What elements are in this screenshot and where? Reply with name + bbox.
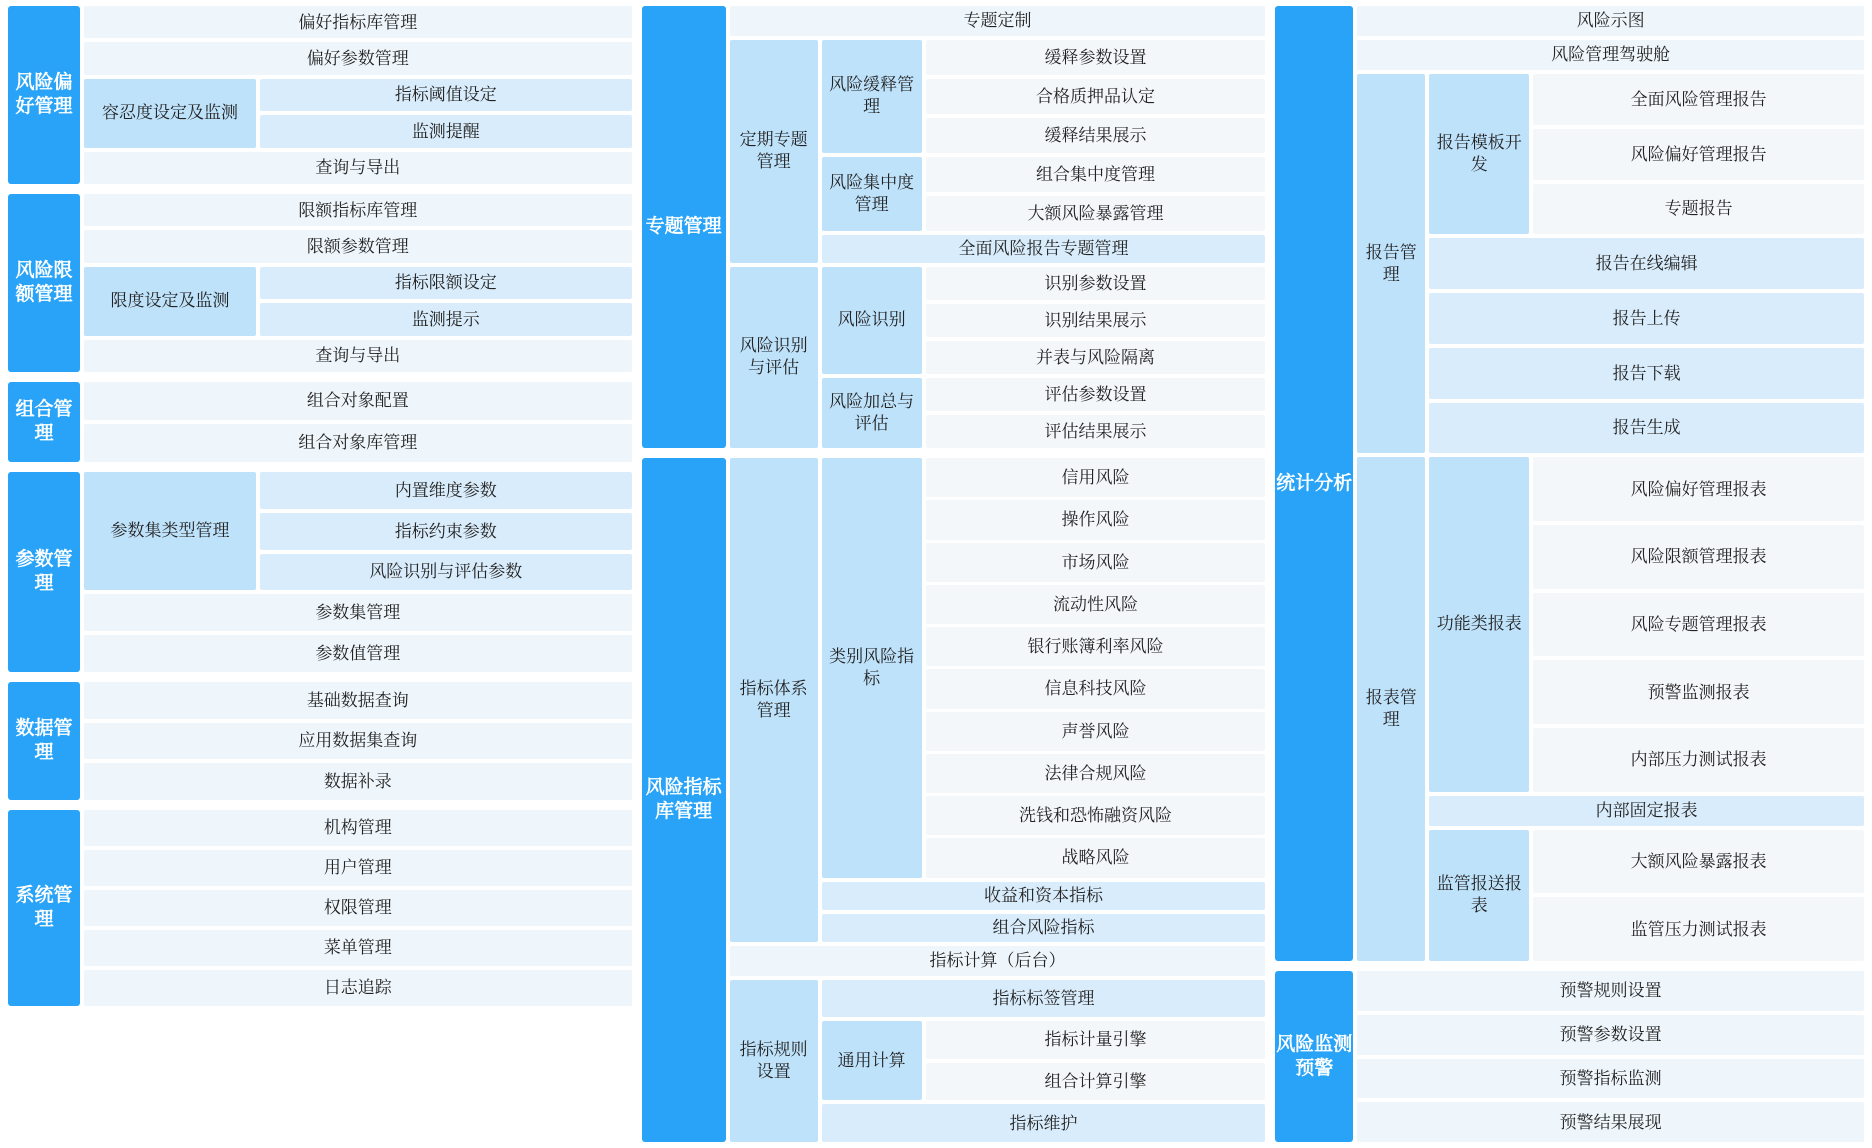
lvl1-system[interactable]: 系统管理 [8,810,80,1006]
row-indicator-rule-setting [730,980,1266,1142]
lvl1-topic-management[interactable]: 专题管理 [642,6,726,448]
group-risk-limit [8,194,632,372]
row-category-risk-indicator [822,458,1266,878]
item-liquidity-risk[interactable]: 流动性风险 [926,585,1266,624]
item-user-manage[interactable]: 用户管理 [84,850,632,886]
row-statement-management [1357,457,1864,961]
side-report-template-dev[interactable]: 报告模板开发 [1429,74,1529,234]
side-report-management[interactable]: 报告管理 [1357,74,1425,453]
side-risk-identify[interactable]: 风险识别 [822,267,922,374]
item-param-value-manage[interactable]: 参数值管理 [84,635,632,672]
item-market-risk[interactable]: 市场风险 [926,543,1266,582]
item-app-dataset-query[interactable]: 应用数据集查询 [84,723,632,760]
item-eval-param-setting[interactable]: 评估参数设置 [926,378,1266,411]
item-legal-compliance-risk[interactable]: 法律合规风险 [926,754,1266,793]
side-indicator-rule-setting[interactable]: 指标规则设置 [730,980,818,1142]
item-monitor-tip[interactable]: 监测提示 [260,303,632,335]
item-regulatory-stress-test-statement[interactable]: 监管压力测试报表 [1533,897,1864,961]
lvl1-data[interactable]: 数据管理 [8,682,80,800]
item-operational-risk[interactable]: 操作风险 [926,500,1266,539]
item-risk-identify-eval-param[interactable]: 风险识别与评估参数 [260,554,632,591]
item-indicator-tag-management[interactable]: 指标标签管理 [822,980,1266,1018]
side-regulatory-statements[interactable]: 监管报送报表 [1429,830,1529,961]
side-risk-aggregation-eval[interactable]: 风险加总与评估 [822,378,922,448]
item-revenue-capital-indicator[interactable]: 收益和资本指标 [822,882,1266,910]
item-risk-cockpit[interactable]: 风险管理驾驶舱 [1357,40,1864,70]
side-param-set-type[interactable]: 参数集类型管理 [84,472,256,590]
item-internal-stress-test-statement[interactable]: 内部压力测试报表 [1533,728,1864,792]
row-regulatory-statements [1429,830,1864,961]
column-right [1275,6,1864,1142]
item-portfolio-object-config[interactable]: 组合对象配置 [84,382,632,420]
row-param-set-type [84,472,632,590]
item-limit-parameter[interactable]: 限额参数管理 [84,230,632,262]
lvl1-risk-indicator-library[interactable]: 风险指标库管理 [642,458,726,1142]
group-system [8,810,632,1006]
item-query-export-1[interactable]: 查询与导出 [84,152,632,184]
item-indicator-maintenance[interactable]: 指标维护 [822,1104,1266,1142]
item-monitor-reminder[interactable]: 监测提醒 [260,115,632,147]
row-periodic-topic [730,40,1266,263]
item-portfolio-object-library[interactable]: 组合对象库管理 [84,424,632,462]
item-menu-manage[interactable]: 菜单管理 [84,930,632,966]
row-general-calculation [822,1021,1266,1100]
item-reputation-risk[interactable]: 声誉风险 [926,712,1266,751]
item-consolidation-isolation[interactable]: 并表与风险隔离 [926,341,1266,374]
item-comprehensive-report-topic[interactable]: 全面风险报告专题管理 [822,235,1266,263]
item-org-manage[interactable]: 机构管理 [84,810,632,846]
side-statement-management[interactable]: 报表管理 [1357,457,1425,961]
lvl1-risk-limit[interactable]: 风险限额管理 [8,194,80,372]
row-limit-setting [84,267,632,336]
diagram-columns [8,6,1864,1142]
lvl1-risk-monitor-alert[interactable]: 风险监测预警 [1275,971,1353,1142]
item-basic-data-query[interactable]: 基础数据查询 [84,682,632,719]
item-param-set-manage[interactable]: 参数集管理 [84,594,632,631]
group-statistics [1275,6,1864,961]
item-alert-indicator-monitor[interactable]: 预警指标监测 [1357,1059,1864,1099]
item-report-upload[interactable]: 报告上传 [1429,293,1864,344]
lvl1-portfolio[interactable]: 组合管理 [8,382,80,462]
side-functional-statements[interactable]: 功能类报表 [1429,457,1529,791]
item-indicator-constraint-param[interactable]: 指标约束参数 [260,513,632,550]
row-functional-statements [1429,457,1864,791]
item-portfolio-calc-engine[interactable]: 组合计算引擎 [926,1063,1266,1101]
item-aml-risk[interactable]: 洗钱和恐怖融资风险 [926,796,1266,835]
group-topic [642,6,1266,448]
item-alert-monitor-statement[interactable]: 预警监测报表 [1533,660,1864,724]
lvl1-risk-appetite[interactable]: 风险偏好管理 [8,6,80,184]
group-risk-indicator-library [642,458,1266,1142]
row-risk-concentration [822,157,1266,231]
group-parameter [8,472,632,672]
item-data-supplement[interactable]: 数据补录 [84,763,632,800]
item-alert-result-display[interactable]: 预警结果展现 [1357,1102,1864,1142]
item-limit-indicator-library[interactable]: 限额指标库管理 [84,194,632,226]
item-eval-result-display[interactable]: 评估结果展示 [926,415,1266,448]
item-risk-limit-statement[interactable]: 风险限额管理报表 [1533,525,1864,589]
item-report-download[interactable]: 报告下载 [1429,348,1864,399]
item-report-online-edit[interactable]: 报告在线编辑 [1429,238,1864,289]
item-alert-param-setting[interactable]: 预警参数设置 [1357,1015,1864,1055]
row-tolerance [84,79,632,148]
item-report-generate[interactable]: 报告生成 [1429,403,1864,454]
item-banking-book-rate-risk[interactable]: 银行账簿利率风险 [926,627,1266,666]
item-risk-diagram[interactable]: 风险示图 [1357,6,1864,36]
group-risk-monitor-alert [1275,971,1864,1142]
item-permission-manage[interactable]: 权限管理 [84,890,632,926]
row-risk-identify [822,267,1266,374]
row-report-management [1357,74,1864,453]
item-preference-indicator-library[interactable]: 偏好指标库管理 [84,6,632,38]
side-general-calculation[interactable]: 通用计算 [822,1021,922,1100]
row-report-template-dev [1429,74,1864,234]
item-large-exposure-statement[interactable]: 大额风险暴露报表 [1533,830,1864,894]
item-indicator-calculation-backend[interactable]: 指标计算（后台） [730,946,1266,976]
item-alert-rule-setting[interactable]: 预警规则设置 [1357,971,1864,1011]
item-indicator-limit-setting[interactable]: 指标限额设定 [260,267,632,299]
item-threshold-setting[interactable]: 指标阈值设定 [260,79,632,111]
row-risk-identify-eval [730,267,1266,448]
side-limit-setting[interactable]: 限度设定及监测 [84,267,256,336]
item-identify-param-setting[interactable]: 识别参数设置 [926,267,1266,300]
item-portfolio-concentration[interactable]: 组合集中度管理 [926,157,1266,192]
side-indicator-system-management[interactable]: 指标体系管理 [730,458,818,942]
item-internal-fixed-statement[interactable]: 内部固定报表 [1429,796,1864,826]
item-mitigation-param-setting[interactable]: 缓释参数设置 [926,40,1266,75]
side-tolerance-setting[interactable]: 容忍度设定及监测 [84,79,256,148]
side-category-risk-indicator[interactable]: 类别风险指标 [822,458,922,878]
item-strategic-risk[interactable]: 战略风险 [926,838,1266,877]
item-topic-report[interactable]: 专题报告 [1533,184,1864,235]
item-risk-appetite-statement[interactable]: 风险偏好管理报表 [1533,457,1864,521]
group-portfolio [8,382,632,462]
item-builtin-dim-param[interactable]: 内置维度参数 [260,472,632,509]
side-risk-concentration[interactable]: 风险集中度管理 [822,157,922,231]
item-risk-appetite-report[interactable]: 风险偏好管理报告 [1533,129,1864,180]
item-indicator-measure-engine[interactable]: 指标计量引擎 [926,1021,1266,1059]
item-it-risk[interactable]: 信息科技风险 [926,669,1266,708]
group-risk-appetite [8,6,632,184]
item-qualified-collateral[interactable]: 合格质押品认定 [926,79,1266,114]
side-risk-identify-eval[interactable]: 风险识别与评估 [730,267,818,448]
item-identify-result-display[interactable]: 识别结果展示 [926,304,1266,337]
row-risk-aggregation-eval [822,378,1266,448]
item-risk-topic-statement[interactable]: 风险专题管理报表 [1533,593,1864,657]
side-periodic-topic-management[interactable]: 定期专题管理 [730,40,818,263]
group-data [8,682,632,800]
item-credit-risk[interactable]: 信用风险 [926,458,1266,497]
item-comprehensive-risk-report[interactable]: 全面风险管理报告 [1533,74,1864,125]
item-log-trace[interactable]: 日志追踪 [84,970,632,1006]
column-left [8,6,632,1142]
item-large-exposure[interactable]: 大额风险暴露管理 [926,196,1266,231]
row-risk-mitigation [822,40,1266,153]
lvl1-parameter[interactable]: 参数管理 [8,472,80,672]
column-middle [642,6,1266,1142]
row-indicator-system [730,458,1266,942]
item-topic-customization[interactable]: 专题定制 [730,6,1266,36]
item-preference-parameter[interactable]: 偏好参数管理 [84,42,632,74]
item-mitigation-result-display[interactable]: 缓释结果展示 [926,118,1266,153]
lvl1-statistics-analysis[interactable]: 统计分析 [1275,6,1353,961]
item-portfolio-risk-indicator[interactable]: 组合风险指标 [822,914,1266,942]
side-risk-mitigation[interactable]: 风险缓释管理 [822,40,922,153]
item-query-export-2[interactable]: 查询与导出 [84,340,632,372]
